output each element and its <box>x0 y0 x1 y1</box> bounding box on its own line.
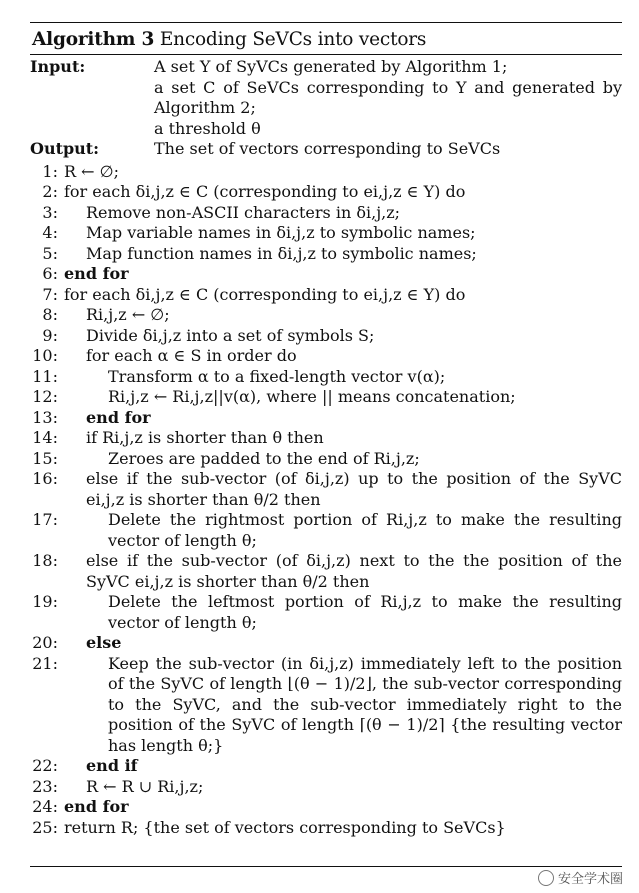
line-number: 23: <box>32 776 58 796</box>
algo-line <box>30 408 622 429</box>
algo-line <box>30 162 622 183</box>
output-row <box>30 139 622 160</box>
algo-line <box>30 223 622 244</box>
line-number: 15: <box>32 448 58 468</box>
algo-line <box>30 387 622 408</box>
line-text: Delete the rightmost portion of Ri,j,z to make the resulting vector of length θ; <box>108 510 622 550</box>
algo-line <box>30 756 622 777</box>
algo-line <box>30 428 622 449</box>
algo-line <box>30 305 622 326</box>
line-text: Divide δi,j,z into a set of symbols S; <box>86 325 375 345</box>
algo-line <box>30 797 622 818</box>
algo-line <box>30 367 622 388</box>
algorithm-name: Encoding SeVCs into vectors <box>159 29 427 50</box>
line-text: end for <box>64 797 129 816</box>
algo-line <box>30 326 622 347</box>
line-text: R ← R ∪ Ri,j,z; <box>86 776 204 796</box>
line-text: else if the sub-vector (of δi,j,z) next to the the position of the SyVC ei,j,z is shorter than θ/2 then <box>86 551 622 591</box>
algo-line <box>30 449 622 470</box>
bottom-rule <box>30 866 622 867</box>
input-row <box>30 57 622 139</box>
algo-line <box>30 777 622 798</box>
line-number: 17: <box>32 510 58 529</box>
input-label: Input: <box>30 57 86 76</box>
line-text: Transform α to a fixed-length vector v(α); <box>108 366 446 386</box>
line-number: 18: <box>32 551 58 570</box>
line-text: Remove non-ASCII characters in δi,j,z; <box>86 202 401 222</box>
line-text: else if the sub-vector (of δi,j,z) up to the position of the SyVC ei,j,z is shorter than θ/2 then <box>86 469 622 509</box>
algo-line <box>30 203 622 224</box>
line-number: 20: <box>32 633 58 652</box>
line-number: 6: <box>42 264 58 283</box>
algorithm-title <box>30 23 622 54</box>
line-number: 25: <box>32 817 58 837</box>
algo-line <box>30 654 622 757</box>
algo-line <box>30 592 622 633</box>
line-number: 14: <box>32 428 58 447</box>
line-text: for each δi,j,z ∈ C (corresponding to ei,j,z ∈ Y) do <box>64 182 466 201</box>
line-text: for each δi,j,z ∈ C (corresponding to ei,j,z ∈ Y) do <box>64 284 466 304</box>
line-number: 9: <box>42 325 58 345</box>
line-number: 7: <box>42 284 58 304</box>
algo-line <box>30 264 622 285</box>
line-number: 11: <box>32 366 58 386</box>
line-number: 4: <box>42 223 58 242</box>
io-section <box>30 55 622 160</box>
line-text: for each α ∈ S in order do <box>86 346 297 365</box>
line-text: return R; {the set of vectors corresponding to SeVCs} <box>64 817 506 837</box>
input-line: a set C of SeVCs corresponding to Y and generated by Algorithm 2; <box>154 77 622 117</box>
algo-line <box>30 285 622 306</box>
algo-line <box>30 551 622 592</box>
line-number: 3: <box>42 202 58 222</box>
line-text: Ri,j,z ← Ri,j,z||v(α), where || means concatenation; <box>108 387 516 406</box>
algorithm-number: Algorithm 3 <box>32 29 155 50</box>
algo-line <box>30 182 622 203</box>
algo-line <box>30 469 622 510</box>
line-number: 22: <box>32 756 58 775</box>
input-line: a threshold θ <box>154 118 261 138</box>
line-number: 10: <box>32 346 58 365</box>
line-text: R ← ∅; <box>64 161 119 181</box>
line-text: end if <box>86 756 138 775</box>
line-text: Map variable names in δi,j,z to symbolic names; <box>86 223 476 242</box>
line-text: Map function names in δi,j,z to symbolic names; <box>86 243 477 263</box>
line-number: 12: <box>32 387 58 406</box>
algo-line <box>30 244 622 265</box>
algorithm-lines <box>30 162 622 839</box>
line-number: 13: <box>32 407 58 427</box>
input-value <box>154 57 622 139</box>
output-value: The set of vectors corresponding to SeVCs <box>154 139 501 158</box>
line-text: Ri,j,z ← ∅; <box>86 305 170 324</box>
line-number: 5: <box>42 243 58 263</box>
algo-line <box>30 633 622 654</box>
line-number: 19: <box>32 592 58 611</box>
algo-line <box>30 818 622 839</box>
algo-line <box>30 346 622 367</box>
line-text: end for <box>64 264 129 283</box>
line-number: 24: <box>32 797 58 816</box>
watermark <box>538 868 623 887</box>
wechat-icon <box>538 870 554 886</box>
output-label: Output: <box>30 139 100 158</box>
line-number: 2: <box>42 182 58 201</box>
line-number: 21: <box>32 653 58 673</box>
line-text: Zeroes are padded to the end of Ri,j,z; <box>108 448 420 468</box>
line-number: 8: <box>42 305 58 324</box>
input-line: A set Y of SyVCs generated by Algorithm 1; <box>154 57 508 76</box>
line-text: Keep the sub-vector (in δi,j,z) immediately left to the position of the SyVC of length ⌊(θ − 1)/2⌋, the sub-vector corresponding to the SyVC, and the sub-vector immediately right to the position of the SyVC of length ⌈(θ − 1)/2⌉ {the resulting vector has length θ;} <box>108 653 622 755</box>
line-text: if Ri,j,z is shorter than θ then <box>86 428 324 447</box>
line-text: Delete the leftmost portion of Ri,j,z to make the resulting vector of length θ; <box>108 592 622 632</box>
line-text: end for <box>86 407 151 427</box>
algo-line <box>30 510 622 551</box>
watermark-text: 安全学术圈 <box>557 872 623 887</box>
line-text: else <box>86 633 122 652</box>
algorithm-box <box>30 22 622 838</box>
line-number: 1: <box>42 161 58 181</box>
line-number: 16: <box>32 469 58 488</box>
